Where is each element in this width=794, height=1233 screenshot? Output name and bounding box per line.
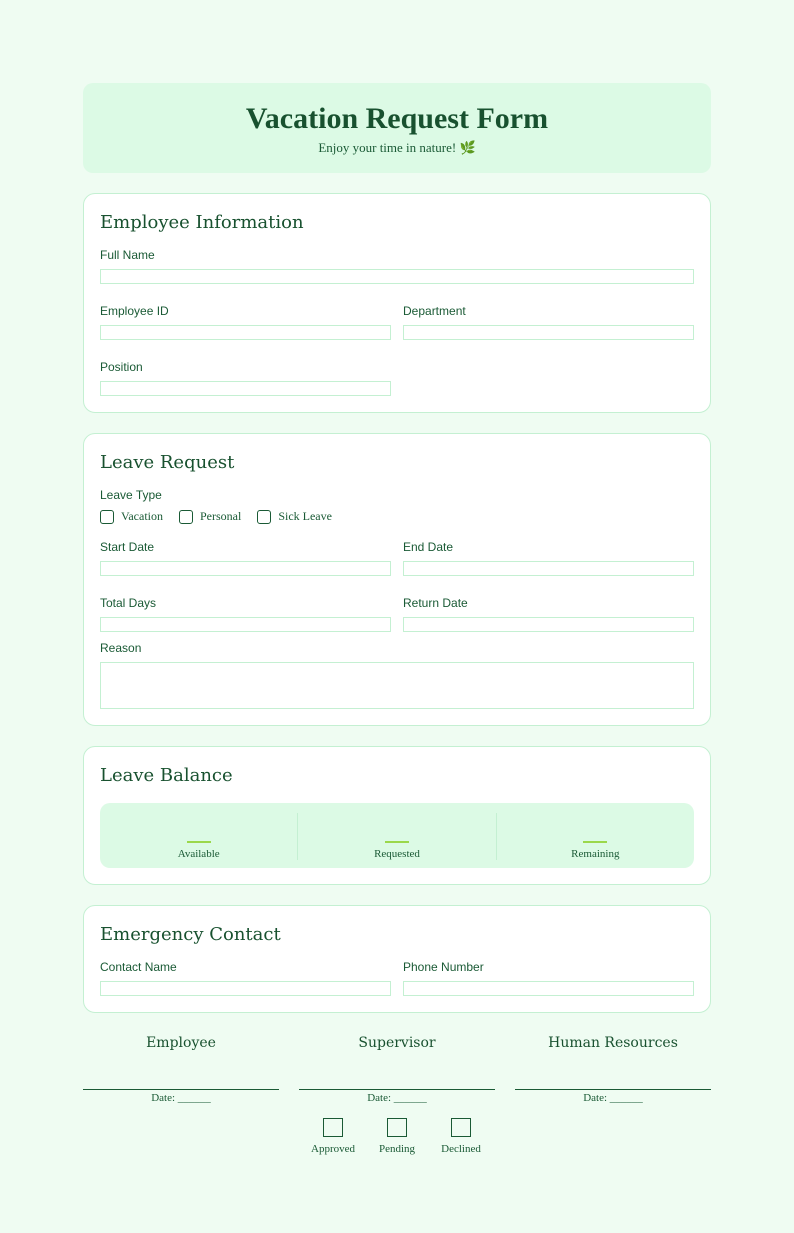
employee-id-input[interactable]	[100, 325, 391, 340]
status-label: Declined	[441, 1143, 481, 1155]
checkbox[interactable]	[100, 510, 114, 524]
balance-requested	[298, 813, 496, 860]
signature-date: Date: ______	[151, 1092, 211, 1104]
leave-type-sick-leave[interactable]	[257, 509, 332, 524]
contact-name-input[interactable]	[100, 981, 391, 996]
leave-type-vacation[interactable]	[100, 509, 163, 524]
return-date-input[interactable]	[403, 617, 694, 632]
status-pending[interactable]	[375, 1118, 419, 1155]
signature-line[interactable]	[515, 1089, 711, 1090]
position-label: Position	[100, 360, 143, 374]
signature-line[interactable]	[299, 1089, 495, 1090]
leave-request-section	[83, 433, 711, 726]
checkbox-label: Sick Leave	[278, 509, 332, 523]
balance-remaining	[497, 813, 694, 860]
checkbox-label: Vacation	[121, 509, 163, 523]
balance-label: Requested	[374, 848, 420, 860]
status-label: Approved	[311, 1143, 355, 1155]
reason-label: Reason	[100, 641, 142, 655]
signature-date: Date: ______	[583, 1092, 643, 1104]
status-approved[interactable]	[311, 1118, 355, 1155]
employee-information-section	[83, 193, 711, 413]
phone-number-input[interactable]	[403, 981, 694, 996]
balance-value	[583, 841, 607, 843]
department-input[interactable]	[403, 325, 694, 340]
position-input[interactable]	[100, 381, 391, 396]
form-subtitle	[83, 140, 711, 156]
signature-supervisor	[299, 1035, 495, 1104]
balance-label: Remaining	[571, 848, 620, 860]
section-title: Leave Balance	[100, 765, 233, 786]
status-declined[interactable]	[439, 1118, 483, 1155]
form-container	[83, 83, 711, 1155]
status-checkbox[interactable]	[323, 1118, 343, 1137]
leave-type-personal[interactable]	[179, 509, 241, 524]
employee-id-label: Employee ID	[100, 304, 169, 318]
status-checkbox[interactable]	[451, 1118, 471, 1137]
signature-title: Employee	[146, 1035, 216, 1051]
signature-title: Supervisor	[358, 1035, 436, 1051]
end-date-label: End Date	[403, 540, 454, 554]
total-days-input[interactable]	[100, 617, 391, 632]
emergency-contact-section	[83, 905, 711, 1013]
form-header	[83, 83, 711, 173]
checkbox-label: Personal	[199, 509, 242, 523]
balance-available	[100, 813, 298, 860]
phone-number-label: Phone Number	[403, 960, 484, 974]
section-title: Leave Request	[100, 452, 235, 473]
status-label: Pending	[378, 1143, 416, 1155]
signature-date: Date: ______	[367, 1092, 427, 1104]
contact-name-label: Contact Name	[100, 960, 177, 974]
checkbox[interactable]	[179, 510, 193, 524]
section-title: Emergency Contact	[100, 924, 281, 945]
signature-section	[83, 1035, 711, 1104]
signature-title: Human Resources	[548, 1035, 678, 1051]
leave-type-group	[100, 509, 694, 524]
status-checkbox[interactable]	[387, 1118, 407, 1137]
end-date-input[interactable]	[403, 561, 694, 576]
balance-value	[385, 841, 409, 843]
leave-type-label: Leave Type	[100, 488, 162, 502]
signature-hr	[515, 1035, 711, 1104]
full-name-label: Full Name	[100, 248, 155, 262]
return-date-label: Return Date	[403, 596, 468, 610]
department-label: Department	[403, 304, 466, 318]
reason-textarea[interactable]	[100, 662, 694, 709]
total-days-label: Total Days	[100, 596, 157, 610]
start-date-label: Start Date	[100, 540, 155, 554]
approval-status-group	[83, 1118, 711, 1155]
leave-balance-section	[83, 746, 711, 885]
balance-value	[187, 841, 211, 843]
start-date-input[interactable]	[100, 561, 391, 576]
signature-line[interactable]	[83, 1089, 279, 1090]
section-title: Employee Information	[100, 212, 304, 233]
balance-summary	[100, 803, 694, 868]
checkbox[interactable]	[257, 510, 271, 524]
subtitle-text: Enjoy your time in nature!	[318, 140, 457, 155]
leaf-icon: 🌿	[459, 140, 476, 155]
signature-employee	[83, 1035, 279, 1104]
balance-label: Available	[177, 848, 220, 860]
form-title: Vacation Request Form	[245, 102, 549, 135]
full-name-input[interactable]	[100, 269, 694, 284]
